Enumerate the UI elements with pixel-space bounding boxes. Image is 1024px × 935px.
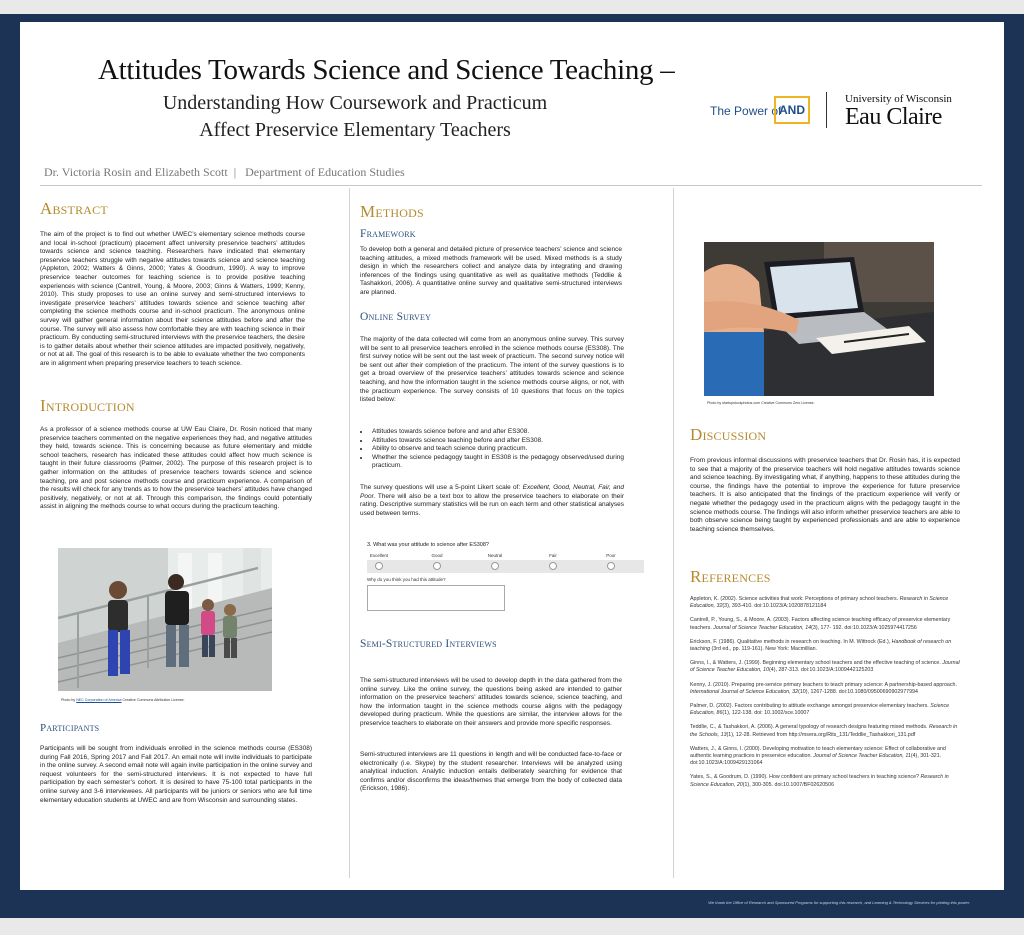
references-list xyxy=(690,596,960,796)
interviews-text-2: Semi-structured interviews are 11 questions in length and will be conducted face-to-face or electronically (i.e. Skype) by the student researcher. Interviews will be analyzed using analytical induction. Analytic induction entails deliberately searching for evidence that confirms and/or disconfirms the ideas/themes that emerge from the body of collected data (Erickson, 1986). xyxy=(360,751,622,793)
reference-source: Science Education, 86 xyxy=(690,703,950,717)
survey-topic-3: • Ability to observe and teach science during practicum. xyxy=(370,445,624,454)
reference-details: (1), 300-305. doi:10.1007/BF02620506 xyxy=(742,781,835,788)
participants-text: Participants will be sought from individuals enrolled in the science methods course (ES308) during Fall 2016, Spring 2017 and Fall 2017. An email note will invite individuals to participate in the online survey. A second email note will again invite participation in the online survey and request volunteers for the semi-structured interviews. It is not expected to have full participation by each semester’s cohort. It is desired to have 75-100 total participants in the online survey and 3-6 interviewees. All participants will be juniors or seniors who are full time elementary education students at UWEC and are from Wisconsin and surrounding states. xyxy=(40,745,312,804)
logo-power-text: The Power of xyxy=(710,104,782,118)
survey-topic-2: • Attitudes towards science teaching before and after ES308. xyxy=(370,437,624,446)
reference-details: (10), 1267-1288. doi:10.1080/09500690902977994 xyxy=(798,688,918,695)
footer-acknowledgement: We thank the Office of Research and Sponsored Programs for supporting this research, and Learning & Technology Services for printing this poster. xyxy=(708,900,970,905)
option-label-excellent: Excellent xyxy=(369,553,389,558)
reference-item xyxy=(690,724,960,738)
reference-item xyxy=(690,639,960,653)
bottom-gray-band xyxy=(0,918,1024,935)
reference-item xyxy=(690,660,960,674)
likert-prefix: The survey questions will use a 5-point Likert scale of: xyxy=(360,484,523,491)
stairs-photo-image xyxy=(58,548,272,691)
reference-details: (3rd ed., pp. 119-161). New York: Macmillian. xyxy=(710,646,818,653)
reference-details: (1), 122-138. doi: 10.1002/sce.10007 xyxy=(722,710,810,717)
reference-source: Research in Science Education, 20 xyxy=(690,774,949,788)
discussion-heading: Discussion xyxy=(690,425,767,444)
option-label-poor: Poor xyxy=(606,553,616,558)
participants-heading: Participants xyxy=(40,722,100,734)
interviews-heading: Semi-Structured Interviews xyxy=(360,638,497,650)
reference-details: (3), 177- 192. doi:10.1023/A:1025974417256 xyxy=(811,624,917,631)
subtitle-line-2: Affect Preservice Elementary Teachers xyxy=(199,119,511,141)
reference-text: Erickson, F. (1986). Qualitative methods in research on teaching. In M. Wittrock (Ed.), xyxy=(690,638,892,645)
framework-heading: Framework xyxy=(360,228,416,240)
reference-item xyxy=(690,703,960,717)
logo-divider xyxy=(826,92,827,128)
reference-text: Ginns, I., & Watters, J. (1999). Beginning elementary school teachers and the effective teaching of science. xyxy=(690,660,943,667)
reference-text: Appleton, K. (2002). Science activities that work: Perceptions of primary school teachers. xyxy=(690,596,900,602)
likert-suffix: There will also be a text box to allow the preservice teachers to elaborate on their rating. Descriptive summary statistics will be run on each term and other statistical analyses used between terms. xyxy=(360,492,624,517)
radio-neutral[interactable] xyxy=(491,562,499,570)
poster xyxy=(20,22,1004,890)
reference-source: Research in Science Education, 32 xyxy=(690,596,949,610)
references-heading: References xyxy=(690,567,771,586)
laptop-photo-image xyxy=(704,242,934,396)
reference-source: Journal of Science Teacher Education, 10 xyxy=(690,660,960,674)
reference-item xyxy=(690,617,960,631)
discussion-text: From previous informal discussions with preservice teachers that Dr. Rosin has, it is expected to see that a majority of the preservice teachers will hold negative attitudes towards science and science teaching. By investigating what, if anything, happens to these attitudes during the course, the findings have the potential to improve the experience for future preservice teachers. It is also anticipated that the findings of the practicum experience will verify or negate whether the pedagogy used in the practicum aligns with the pedagogy taught in the science methods course. The findings will also inform whether preservice teachers are able to both observe science being taught by experienced professionals and are able to experience teaching science themselves. xyxy=(690,457,960,533)
reference-text: Kenny, J. (2010). Preparing pre-service primary teachers to teach primary science: A partnership-based approach. xyxy=(690,681,957,688)
radio-fair[interactable] xyxy=(549,562,557,570)
survey-topics-list xyxy=(360,428,624,471)
survey-followup-textbox[interactable] xyxy=(367,585,505,611)
photo1-caption-suffix: Creative Commons Attribution License. xyxy=(121,698,185,702)
reference-item xyxy=(690,682,960,696)
introduction-text: As a professor of a science methods course at UW Eau Claire, Dr. Rosin noticed that many preservice teachers commented on the negative experiences they had, and negative attitudes they held, towards science. This is concerning because as future elementary and middle school teachers, research has indicated these attitudes could affect how much science is taught in their future classrooms (Palmer, 2002). The purpose of this research project is to gather information on the attitudes of preservice teachers towards science and science teaching, pre and post science methods course and practicum experience. A comparison of the results will check for any trends as to how the preservice teachers’ attitudes have changed positively, negatively, or not at all. Through this comparison, the findings could potentially assist in aligning the methods course to what occurs during the practicum teaching. xyxy=(40,426,312,511)
photo1-caption xyxy=(61,698,185,702)
reference-details: (4), 287-313. doi:10.1023/A:1009442125203 xyxy=(769,667,874,674)
reference-source: Research in the Schools, 13 xyxy=(690,724,958,738)
reference-text: Teddlie, C., & Tashakkori, A. (2006). A general typology of research designs featuring mixed methods. xyxy=(690,724,929,731)
option-label-fair: Fair xyxy=(549,553,557,558)
column-divider-2 xyxy=(673,188,674,878)
likert-paragraph xyxy=(360,484,624,518)
radio-poor[interactable] xyxy=(607,562,615,570)
online-survey-text: The majority of the data collected will come from an anonymous online survey. This survey will be sent to all preservice teachers enrolled in the science methods course (ES308). The first survey notice will be sent out the last week of practicum. The second survey notice will be sent out after their completion of the practicum. The intent of the survey questions is to get a broad overview of the preservice teachers’ attitudes towards science and science teaching, and how the information taught in the science methods course aligns, or not, with the practicum experience. The survey consists of 10 questions that focus on the topics listed below: xyxy=(360,336,624,404)
likert-scale: Excellent, Good, Neutral, Fair, and Poor. xyxy=(360,484,624,500)
reference-details: (3), 393-410. doi:10.1023/A:1020878121184 xyxy=(722,603,827,610)
logo-and-box: AND xyxy=(774,96,810,124)
option-label-neutral: Neutral xyxy=(487,553,503,558)
logo-university: University of Wisconsin xyxy=(845,93,952,105)
reference-details: (4), 301-321. doi:10.1023/A:1009429131064 xyxy=(690,753,942,767)
header-divider xyxy=(40,185,982,186)
reference-source: Journal of Science Teacher Education, 14 xyxy=(713,624,812,631)
author-byline: Dr. Victoria Rosin and Elizabeth Scott | Department of Education Studies xyxy=(44,165,405,179)
survey-option-bar xyxy=(367,560,644,573)
survey-question: 3. What was your attitude to science after ES308? xyxy=(367,542,489,548)
option-label-good: Good xyxy=(431,553,443,558)
photo2-caption: Photo by startupstockphotos.com Creative Commons Zero License. xyxy=(707,401,815,405)
methods-heading: Methods xyxy=(360,202,424,221)
interviews-text-1: The semi-structured interviews will be used to develop depth in the data gathered from the online survey. Like the online survey, the questions being asked are intended to gather information on the preservice teachers’ attitudes towards science, science teaching, and how the information taught in the science methods course aligns with the pedagogy developed during practicum. While the questions are similar, the interview allows for the preservice teachers to elaborate on their answers and provide more specific responses. xyxy=(360,677,622,727)
reference-details: (1), 12-28. Retrieved from http://msera.org/Rits_131/Teddlie_Tashakkori_131.pdf xyxy=(726,731,916,738)
top-gray-band xyxy=(0,0,1024,14)
survey-topic-1: • Attitudes towards science before and and after ES308. xyxy=(370,428,624,437)
abstract-heading: Abstract xyxy=(40,199,108,218)
abstract-text: The aim of the project is to find out whether UWEC’s elementary science methods course and local in-school (practicum) placement affect university preservice teachers’ attitudes towards science and science teaching. Researchers have indicated that elementary preservice teachers struggle with negative attitudes towards science and science teaching (Appleton, 2002; Watters & Ginns, 2000; Yates & Goodrum, 1990). A way to improve preservice teacher outcomes for teaching science is to provide positive teaching experiences with science (Cantrell, Young, & Moore, 2003; Ginns & Watters, 1999; Kenny, 2010). This study proposes to use an online survey and semi-structured interviews to investigate preservice teachers’ attitudes towards science and science teaching after completing the science methods course and in-school practicum. The anonymous online survey will gather general information about their science attitudes before and after the course. The survey will also assess how comfortable they are with teaching science in their practicum. By conducting semi-structured interviews with the preservice teachers, the desire is to gather details about whether their science attitudes are impacted positively, negatively, or not at all. The goal of this research is to be able to evaluate whether the two components are in alignment when preparing preservice teachers to teach science. xyxy=(40,231,305,367)
reference-text: Cantrell, P., Young, S., & Moore, A. (2003). Factors affecting science teaching efficacy of preservice elementary teachers. xyxy=(690,617,951,631)
reference-text: Yates, S., & Goodrum, D. (1990). How confident are primary school teachers in teaching science? xyxy=(690,774,921,781)
logo-campus: Eau Claire xyxy=(845,104,942,130)
radio-excellent[interactable] xyxy=(375,562,383,570)
reference-source: Handbook of research on teaching xyxy=(690,638,952,653)
survey-topic-4: • Whether the science pedagogy taught in ES308 is the pedagogy observed/used during practicum. xyxy=(370,454,624,471)
reference-text: Palmer, D. (2002). Factors contributing to attitude exchange amongst preservice elementary teachers. xyxy=(690,703,931,710)
poster-subtitle xyxy=(140,90,570,144)
introduction-heading: Introduction xyxy=(40,396,135,415)
radio-good[interactable] xyxy=(433,562,441,570)
online-survey-heading: Online Survey xyxy=(360,311,432,323)
reference-text: Watters, J., & Ginns, I. (2000). Developing motivation to teach elementary science: Effect of collaborative and authentic learning practices in preservice education. xyxy=(690,745,946,760)
framework-text: To develop both a general and detailed picture of preservice teachers’ science and science teaching attitudes, a mixed methods framework will be used. Mixed methods is a study design in which the researchers collect and analyze data by integrating and drawing inferences of the findings using quantitative as well as qualitative methods (Teddlie & Tashakkori, 2006). A quantitative online survey and qualitative semi-structured interviews are planned. xyxy=(360,246,622,296)
stairs-students-photo xyxy=(58,548,272,691)
laptop-notes-photo xyxy=(704,242,934,396)
subtitle-line-1: Understanding How Coursework and Practicum xyxy=(162,92,548,114)
photo1-caption-prefix: Photo by xyxy=(61,698,77,702)
column-divider-1 xyxy=(349,188,350,878)
reference-source: Journal of Science Teacher Education, 11 xyxy=(813,753,911,760)
survey-followup-question: Why do you think you had this attitude? xyxy=(367,577,446,582)
survey-question-example xyxy=(362,540,652,612)
reference-item xyxy=(690,774,960,788)
reference-source: International Journal of Science Education, 32 xyxy=(690,688,799,695)
poster-title: Attitudes Towards Science and Science Teaching – xyxy=(98,54,675,86)
reference-item xyxy=(690,596,960,610)
reference-item xyxy=(690,746,960,768)
photo1-caption-link[interactable]: NEC Corporation of America xyxy=(76,698,122,702)
